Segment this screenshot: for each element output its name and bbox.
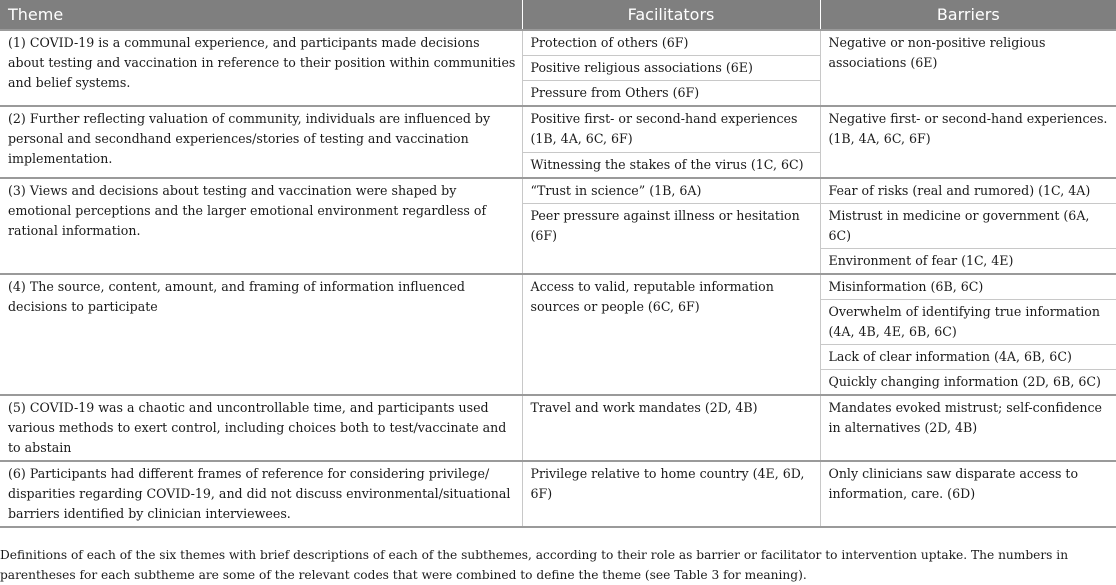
facilitator-cell: Protection of others (6F): [522, 30, 820, 56]
facilitator-cell: “Trust in science” (1B, 6A): [522, 178, 820, 204]
header-facilitators: Facilitators: [522, 0, 820, 30]
barrier-cell: Negative or non-positive religious associations (6E): [820, 30, 1116, 106]
barrier-cell: Lack of clear information (4A, 6B, 6C): [820, 344, 1116, 369]
table-row: [0, 178, 1116, 204]
barrier-cell: Mandates evoked mistrust; self-confidence in alternatives (2D, 4B): [820, 395, 1116, 461]
header-row: [0, 0, 1116, 30]
barrier-cell: Mistrust in medicine or government (6A, 6C): [820, 203, 1116, 248]
barrier-cell: Only clinicians saw disparate access to information, care. (6D): [820, 461, 1116, 527]
theme-cell: (1) COVID-19 is a communal experience, and participants made decisions about testing and vaccination in reference to their position within communities and belief systems.: [0, 30, 522, 106]
theme-cell: (4) The source, content, amount, and framing of information influenced decisions to participate: [0, 274, 522, 395]
barrier-cell: Quickly changing information (2D, 6B, 6C): [820, 369, 1116, 395]
barrier-cell: Misinformation (6B, 6C): [820, 274, 1116, 300]
facilitator-cell: Access to valid, reputable information sources or people (6C, 6F): [522, 274, 820, 395]
table-row: [0, 395, 1116, 461]
theme-cell: (5) COVID-19 was a chaotic and uncontrollable time, and participants used various methods to exert control, including choices both to test/vaccinate and to abstain: [0, 395, 522, 461]
theme-cell: (6) Participants had different frames of reference for considering privilege/ disparities regarding COVID-19, and did not discuss environmental/situational barriers identified by clinician interviewees.: [0, 461, 522, 527]
theme-cell: (2) Further reflecting valuation of community, individuals are influenced by personal and secondhand experiences/stories of testing and vaccination implementation.: [0, 106, 522, 178]
facilitator-cell: Positive first- or second-hand experiences (1B, 4A, 6C, 6F): [522, 106, 820, 152]
facilitator-cell: Peer pressure against illness or hesitation (6F): [522, 203, 820, 274]
header-theme: Theme: [0, 0, 522, 30]
facilitator-cell: Travel and work mandates (2D, 4B): [522, 395, 820, 461]
facilitator-cell: Witnessing the stakes of the virus (1C, 6C): [522, 152, 820, 178]
table-row: [0, 274, 1116, 300]
table-row: [0, 461, 1116, 527]
barrier-cell: Overwhelm of identifying true information (4A, 4B, 4E, 6B, 6C): [820, 299, 1116, 344]
barrier-cell: Environment of fear (1C, 4E): [820, 248, 1116, 274]
theme-cell: (3) Views and decisions about testing and vaccination were shaped by emotional perceptions and the larger emotional environment regardless of rational information.: [0, 178, 522, 274]
barrier-cell: Fear of risks (real and rumored) (1C, 4A): [820, 178, 1116, 204]
barrier-cell: Negative first- or second-hand experiences. (1B, 4A, 6C, 6F): [820, 106, 1116, 178]
facilitator-cell: Privilege relative to home country (4E, 6D, 6F): [522, 461, 820, 527]
table-footnote: Definitions of each of the six themes with brief descriptions of each of the subthemes, according to their role as barrier or facilitator to intervention uptake. The numbers in parentheses for each subtheme are some of the relevant codes that were combined to define the theme (see Table 3 for meaning).: [0, 548, 1069, 582]
header-barriers: Barriers: [820, 0, 1116, 30]
facilitator-cell: Positive religious associations (6E): [522, 56, 820, 81]
table-row: [0, 106, 1116, 152]
table-row: [0, 30, 1116, 56]
facilitator-cell: Pressure from Others (6F): [522, 81, 820, 107]
